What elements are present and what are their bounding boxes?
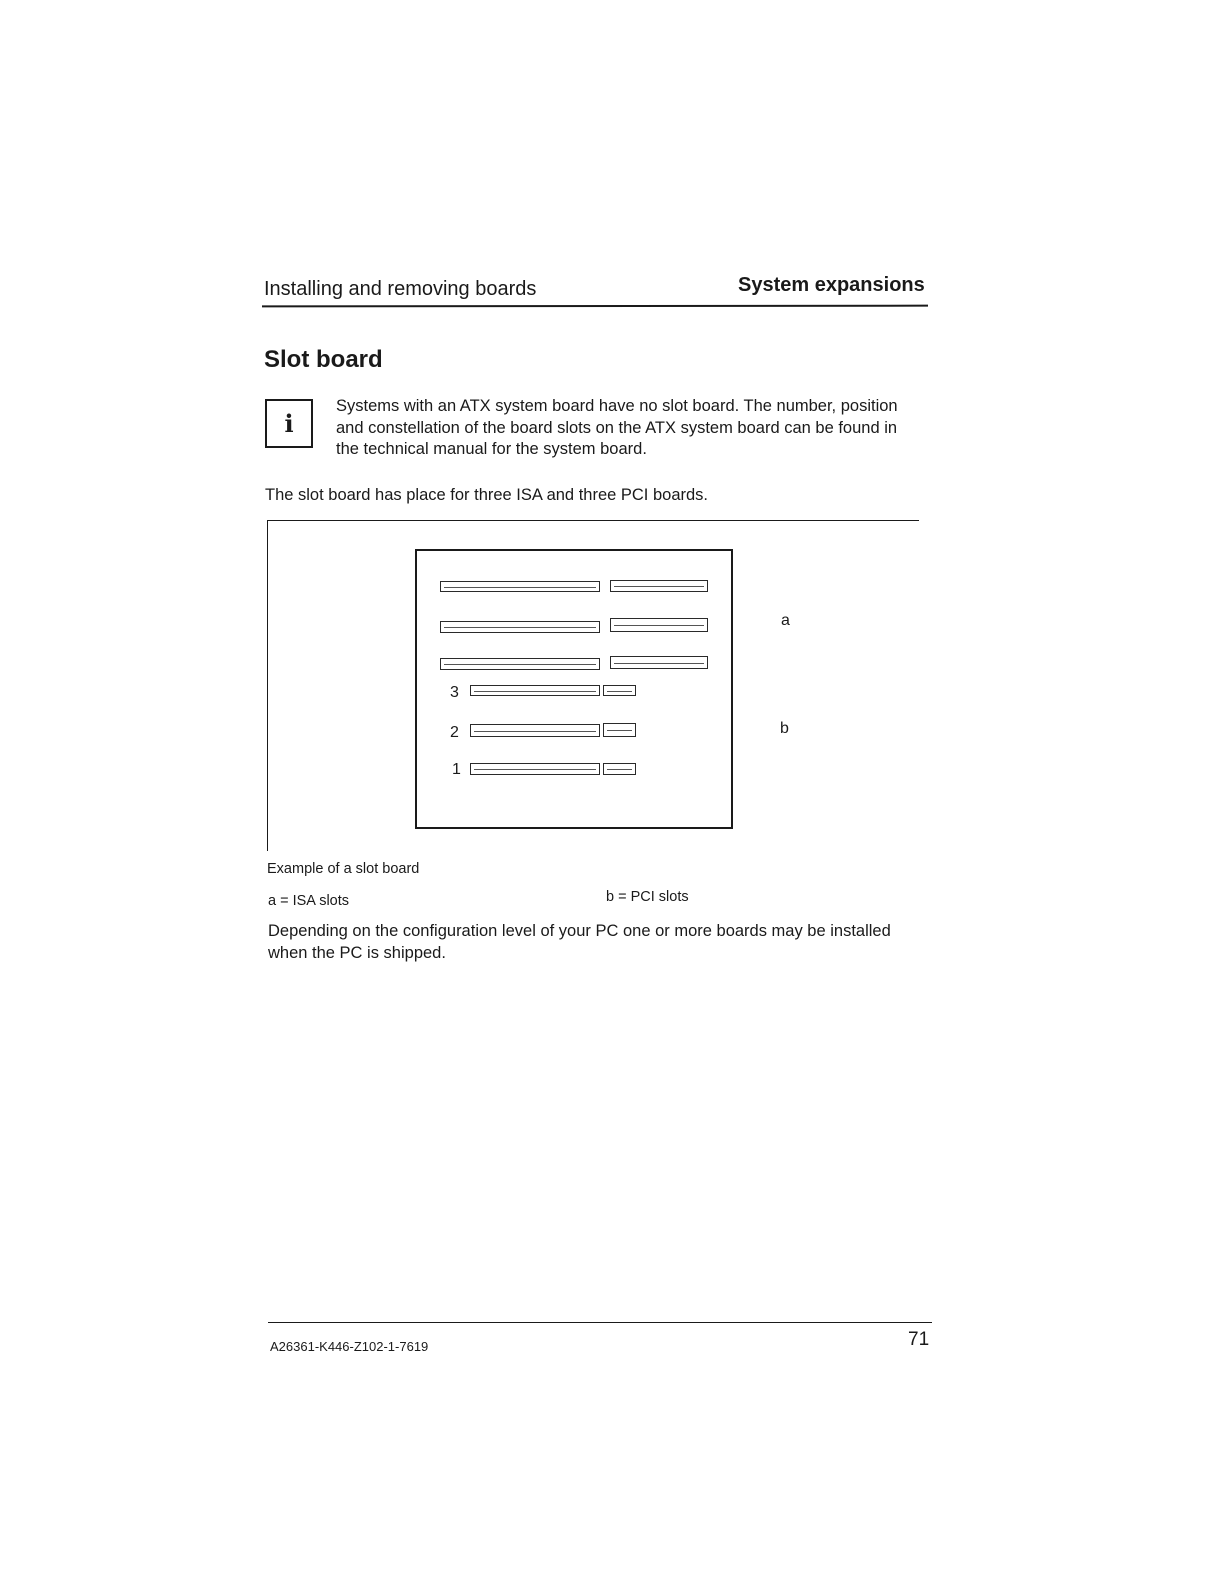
header-rule <box>262 305 928 308</box>
isa-slot-3-long <box>440 658 600 670</box>
label-a: a <box>781 612 790 629</box>
info-note-text: Systems with an ATX system board have no slot board. The number, position and constellation of the board slots on the ATX system board can be found in the technical manual for the system board. <box>336 397 898 458</box>
isa-slot-1-long <box>440 581 600 592</box>
pci-slot-1-short <box>603 763 636 775</box>
running-header-chapter: Installing and removing boards <box>264 278 537 300</box>
isa-slot-3-short <box>610 656 708 669</box>
pci-slot-3-long <box>470 685 600 696</box>
pci-slot-1-long <box>470 763 600 775</box>
pci-slot-3-short <box>603 685 636 696</box>
isa-group-line <box>732 598 733 668</box>
figure-caption: Example of a slot board <box>267 861 420 877</box>
pci-slot-2-short <box>603 723 636 737</box>
footer-rule <box>268 1322 932 1323</box>
slot-number-3: 3 <box>450 684 459 701</box>
isa-slot-2-long <box>440 621 600 633</box>
pci-group-line <box>732 690 733 770</box>
pci-slot-2-long <box>470 724 600 737</box>
label-b: b <box>780 720 789 737</box>
slot-board-diagram <box>415 549 733 829</box>
body-paragraph: Depending on the configuration level of your PC one or more boards may be installed when the PC is shipped. <box>268 922 891 962</box>
figure-top-rule <box>267 520 919 521</box>
slot-number-2: 2 <box>450 724 459 741</box>
isa-slot-2-short <box>610 618 708 632</box>
legend-pci-slots: b = PCI slots <box>606 889 689 905</box>
isa-slot-1-short <box>610 580 708 592</box>
slot-number-1: 1 <box>452 761 461 778</box>
intro-paragraph: The slot board has place for three ISA and three PCI boards. <box>265 486 709 504</box>
figure-left-rule <box>267 521 268 851</box>
document-id: A26361-K446-Z102-1-7619 <box>270 1339 429 1354</box>
section-title: Slot board <box>264 346 383 373</box>
info-icon: i <box>265 399 313 448</box>
page-number: 71 <box>908 1329 930 1350</box>
legend-isa-slots: a = ISA slots <box>268 893 350 909</box>
running-header-section: System expansions <box>738 274 925 296</box>
